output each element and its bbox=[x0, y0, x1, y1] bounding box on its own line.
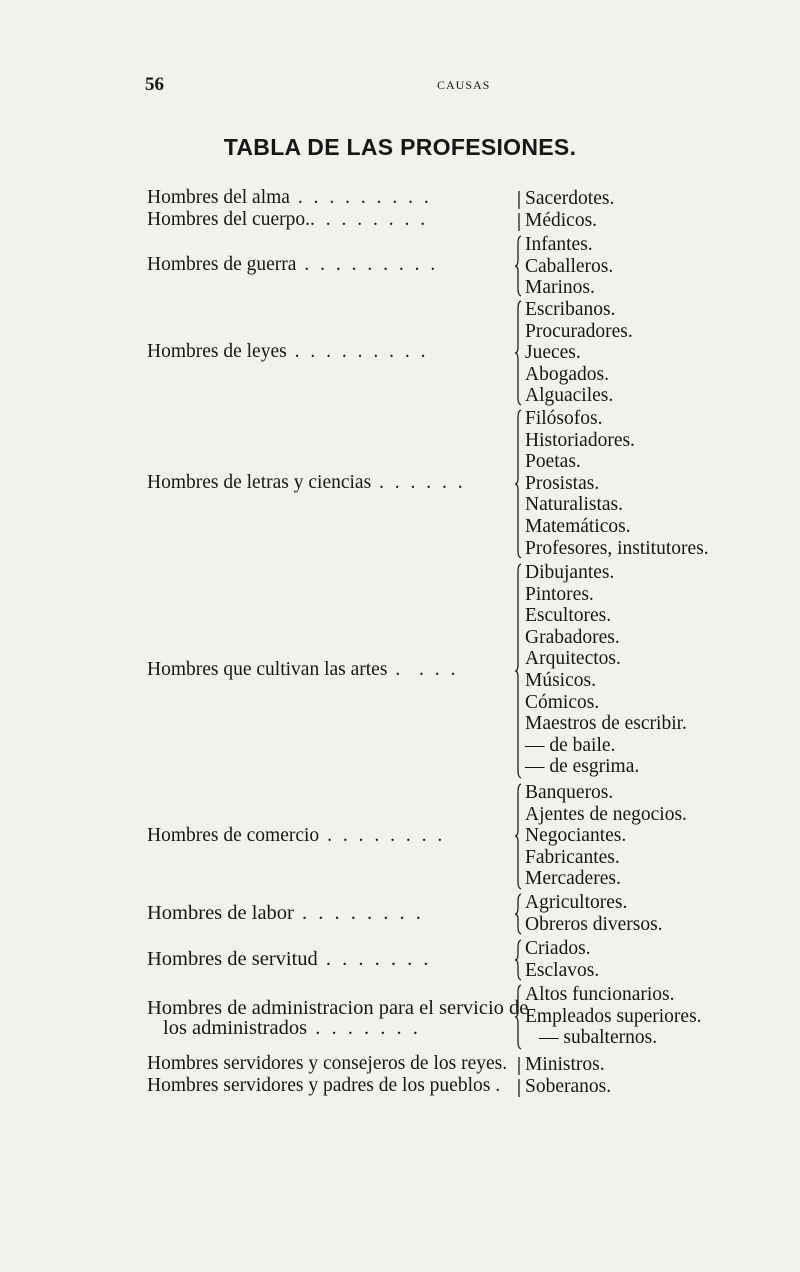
list-item: Mercaderes. bbox=[525, 868, 621, 890]
leader-dots: . . . . . . . . . bbox=[286, 341, 429, 362]
list-item: Infantes. bbox=[525, 234, 593, 255]
brace bbox=[514, 563, 522, 779]
leader-dots: . . . . . . . bbox=[307, 1017, 421, 1039]
leader-dots: . . . . . . . . bbox=[310, 209, 429, 230]
brace bbox=[514, 1056, 522, 1076]
list-item: Jueces. bbox=[525, 342, 581, 364]
group-items bbox=[525, 234, 613, 299]
group-items bbox=[525, 188, 614, 210]
label-text: Hombres de leyes bbox=[147, 341, 287, 362]
list-item: — subalternos. bbox=[539, 1027, 658, 1049]
group-items bbox=[525, 938, 599, 981]
running-head: CAUSAS bbox=[437, 78, 491, 92]
label-text: Hombres de guerra bbox=[147, 254, 297, 275]
list-item: Negociantes. bbox=[525, 825, 627, 847]
list-item: Ajentes de negocios. bbox=[525, 803, 687, 825]
list-item: Obreros diversos. bbox=[525, 913, 663, 935]
list-item: Altos funcionarios. bbox=[525, 984, 675, 1005]
list-item: Criados. bbox=[525, 938, 591, 959]
label-text: Hombres servidores y padres de los pueblos . bbox=[147, 1075, 501, 1096]
list-item: Marinos. bbox=[525, 277, 595, 299]
group-label bbox=[147, 826, 517, 846]
list-item: Matemáticos. bbox=[525, 515, 631, 537]
leader-dots: . . . . . . . . bbox=[319, 825, 446, 846]
list-item: Empleados superiores. bbox=[525, 1005, 702, 1027]
label-text: Hombres de servitud bbox=[147, 948, 318, 970]
leader-dots: . . . . . . . . bbox=[293, 902, 424, 924]
brace bbox=[514, 783, 522, 890]
list-item: — de baile. bbox=[525, 734, 616, 756]
list-item: Arquitectos. bbox=[525, 648, 621, 670]
group-items bbox=[525, 408, 709, 559]
group-items bbox=[525, 984, 702, 1049]
label-text: Hombres del alma bbox=[147, 187, 290, 208]
group-items bbox=[525, 562, 687, 778]
table-title: TABLA DE LAS PROFESIONES. bbox=[223, 134, 577, 160]
list-item: — de esgrima. bbox=[525, 756, 640, 778]
leader-dots: . . . . . . . . . bbox=[296, 254, 439, 275]
list-item: Dibujantes. bbox=[525, 562, 615, 583]
label-text: Hombres servidores y consejeros de los reyes. bbox=[147, 1053, 508, 1074]
list-item: Alguaciles. bbox=[525, 385, 614, 407]
list-item: Escribanos. bbox=[525, 299, 616, 320]
brace bbox=[514, 1078, 522, 1098]
list-item: Banqueros. bbox=[525, 782, 614, 803]
group-items bbox=[525, 210, 597, 232]
label-text: Hombres de labor bbox=[147, 902, 294, 924]
list-item: Cómicos. bbox=[525, 691, 600, 713]
list-item: Filósofos. bbox=[525, 408, 603, 429]
label-text: Hombres que cultivan las artes bbox=[147, 659, 388, 680]
list-item: Fabricantes. bbox=[525, 846, 620, 868]
list-item: Historiadores. bbox=[525, 429, 635, 451]
brace bbox=[514, 409, 522, 559]
group-items bbox=[525, 299, 633, 407]
brace bbox=[514, 300, 522, 406]
list-item: Agricultores. bbox=[525, 892, 628, 913]
brace bbox=[514, 939, 522, 981]
leader-dots: . . . . . . . . . bbox=[289, 187, 432, 208]
group-label bbox=[147, 660, 517, 680]
brace bbox=[514, 190, 522, 210]
group-items bbox=[525, 782, 687, 890]
group-label bbox=[147, 997, 529, 1019]
group-items bbox=[525, 892, 663, 935]
brace bbox=[514, 893, 522, 935]
group-label bbox=[147, 949, 517, 969]
group-items bbox=[525, 1076, 611, 1098]
list-item: Grabadores. bbox=[525, 626, 620, 648]
label-text: Hombres de letras y ciencias bbox=[147, 472, 372, 493]
label-text: Hombres de comercio bbox=[147, 825, 320, 846]
list-item: Sacerdotes. bbox=[525, 188, 615, 209]
group-items bbox=[525, 1054, 605, 1076]
list-item: Prosistas. bbox=[525, 472, 600, 494]
leader-dots: . . . . . . . bbox=[317, 948, 432, 970]
group-label bbox=[147, 210, 517, 230]
group-label bbox=[147, 1054, 517, 1074]
label-text: Hombres de administracion para el servicio de bbox=[147, 997, 529, 1019]
leader-dots: . . . . bbox=[387, 659, 459, 680]
list-item: Pintores. bbox=[525, 583, 594, 605]
label-text: Hombres del cuerpo. bbox=[147, 209, 310, 230]
leader-dots: . . . . . . bbox=[371, 472, 466, 493]
list-item: Procuradores. bbox=[525, 320, 633, 342]
group-label bbox=[147, 342, 517, 362]
brace bbox=[514, 212, 522, 232]
group-label bbox=[147, 1076, 517, 1096]
list-item: Escultores. bbox=[525, 605, 612, 627]
page-number: 56 bbox=[145, 74, 164, 95]
list-item: Soberanos. bbox=[525, 1076, 612, 1097]
group-label bbox=[147, 473, 517, 493]
list-item: Ministros. bbox=[525, 1054, 605, 1075]
brace bbox=[514, 235, 522, 297]
list-item: Maestros de escribir. bbox=[525, 713, 687, 735]
list-item: Médicos. bbox=[525, 210, 598, 231]
group-label bbox=[147, 255, 517, 275]
group-label bbox=[147, 903, 517, 923]
brace bbox=[514, 984, 522, 1050]
list-item: Esclavos. bbox=[525, 959, 600, 981]
list-item: Profesores, institutores. bbox=[525, 537, 709, 559]
list-item: Abogados. bbox=[525, 363, 609, 385]
list-item: Poetas. bbox=[525, 451, 581, 473]
list-item: Naturalistas. bbox=[525, 494, 624, 516]
label-text: los administrados bbox=[163, 1017, 308, 1039]
group-label bbox=[147, 188, 517, 208]
list-item: Caballeros. bbox=[525, 255, 614, 277]
group-label-continued bbox=[163, 1018, 533, 1038]
list-item: Músicos. bbox=[525, 669, 596, 691]
